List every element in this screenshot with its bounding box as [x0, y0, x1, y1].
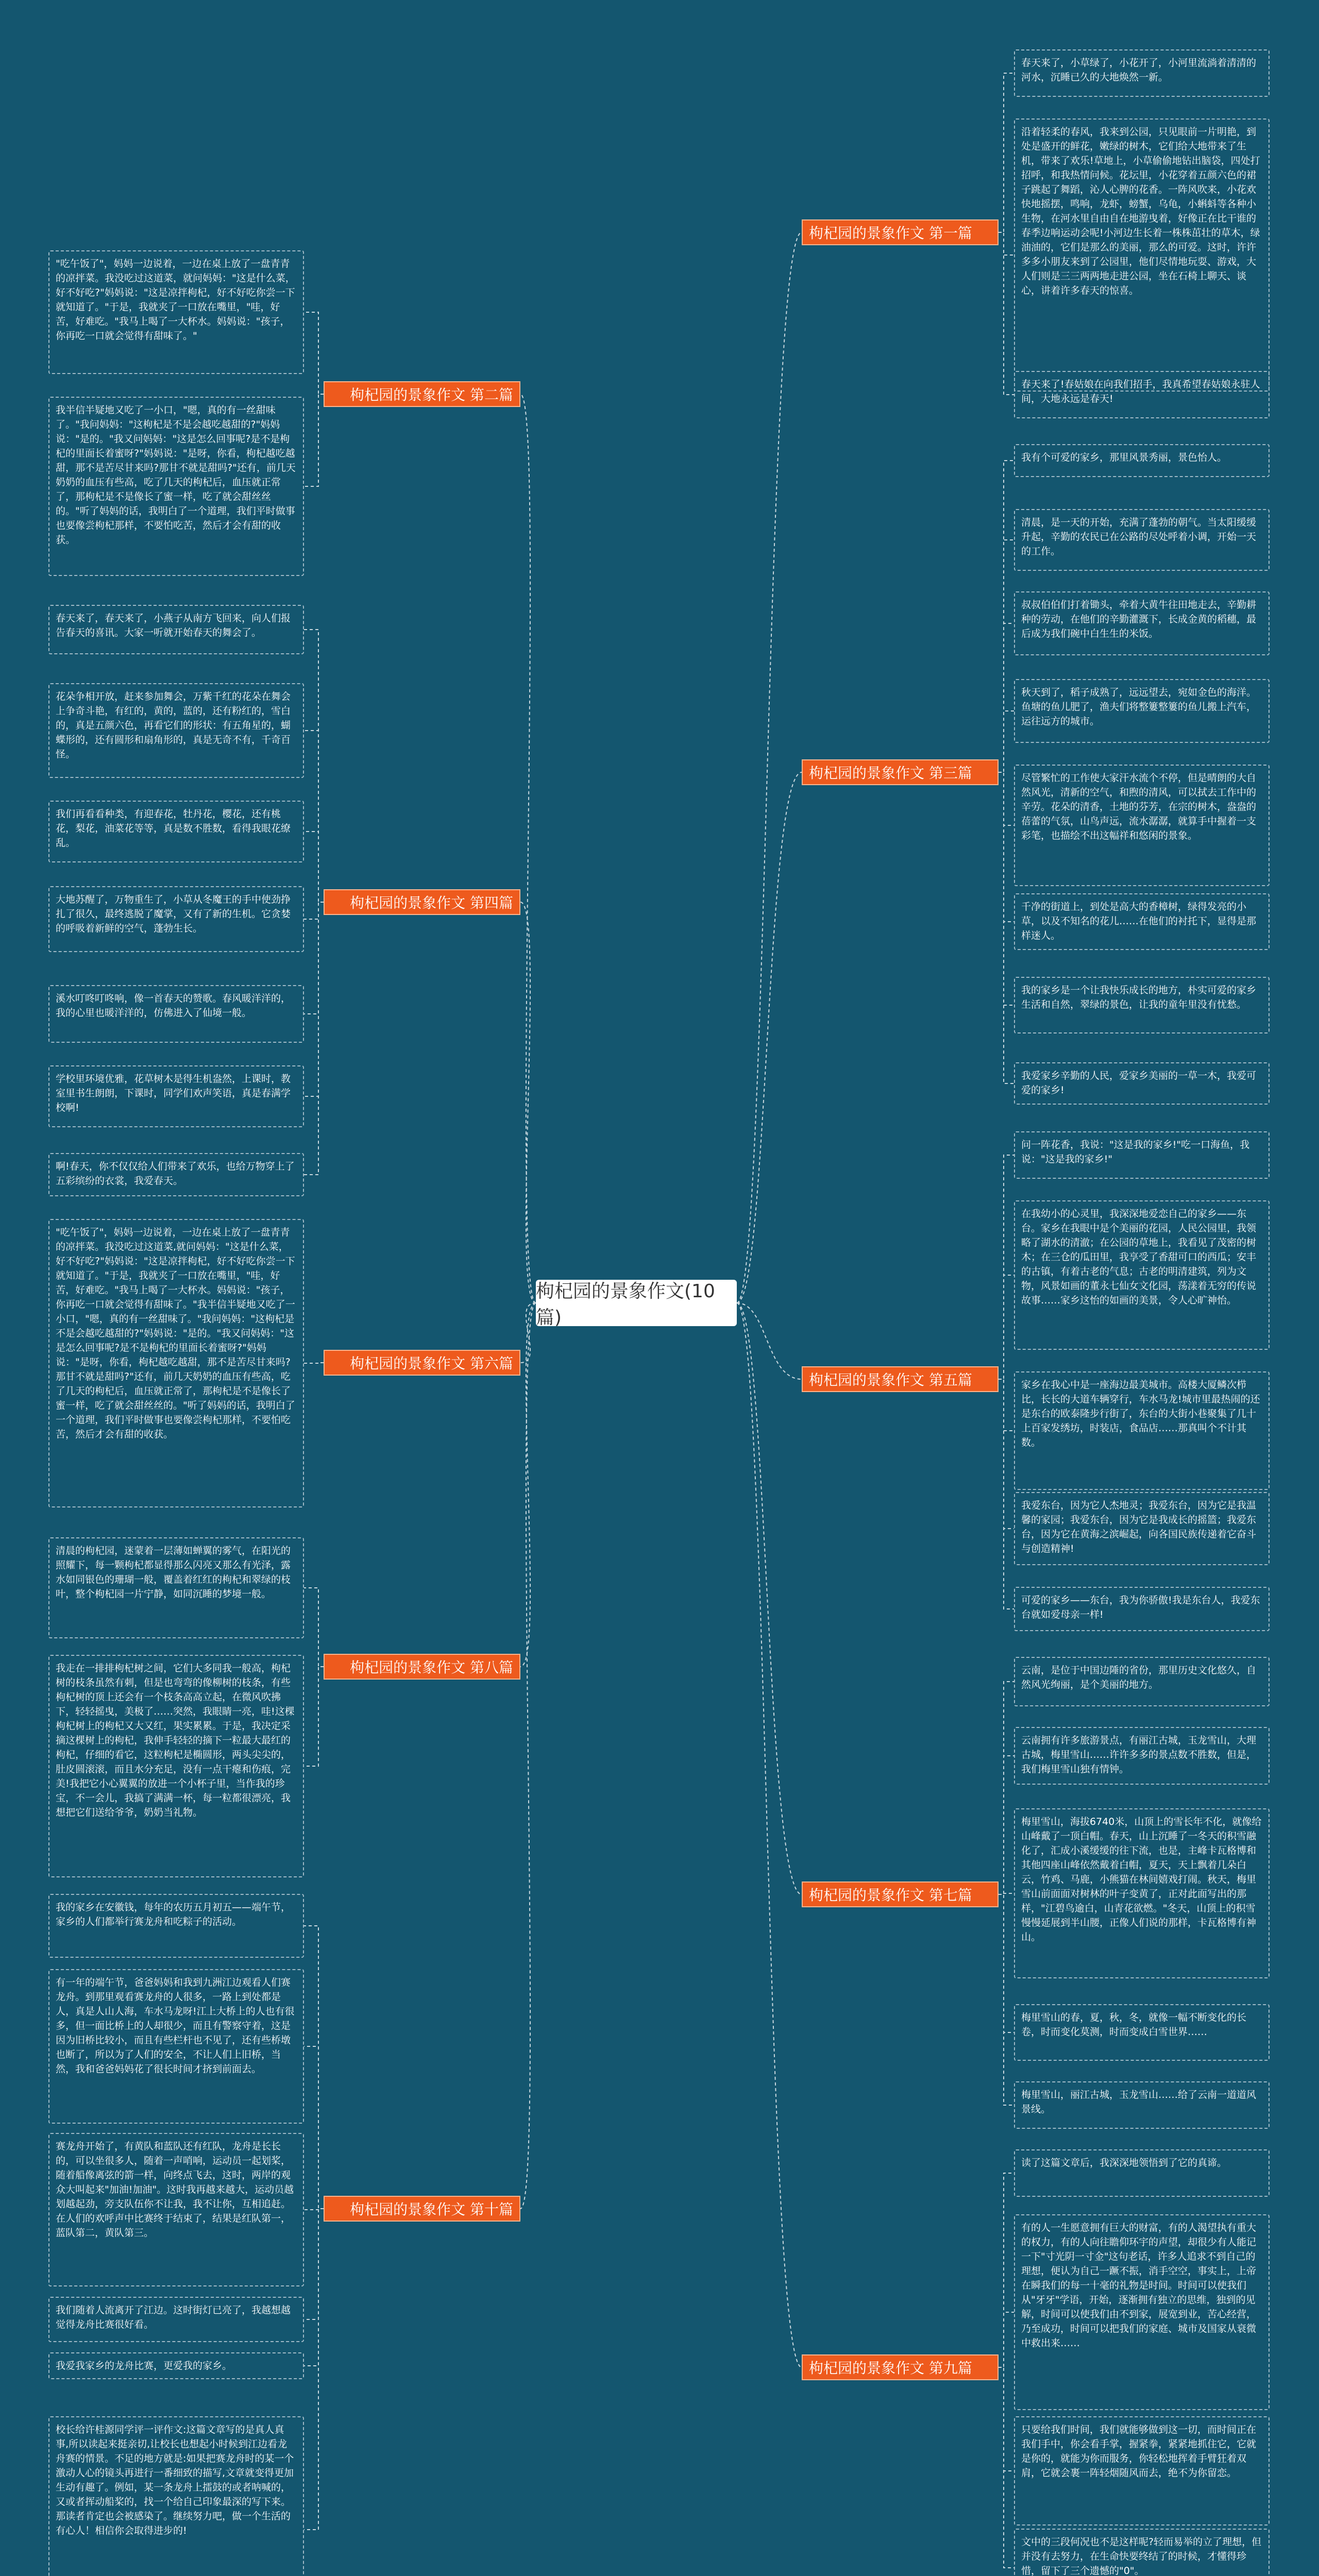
leaf-connector-4-6 — [304, 902, 324, 1096]
leaf-10-2: 有一年的端午节，爸爸妈妈和我到九洲江边观看人们赛龙舟。到那里观看赛龙舟的人很多，一路上到处都是人，真是人山人海，车水马龙呀!江上大桥上的人也有很多，但一面比桥上的人却很少，而且有警察守着，这是因为旧桥比较小，而且有些栏杆也不见了，还有些桥墩也断了，所以为了人们的安全，不让人们上旧桥，当然，我和爸爸妈妈花了很长时间才挤到前面去。 — [48, 1969, 304, 2124]
leaf-connector-3-5 — [999, 772, 1014, 825]
leaf-1-3: 春天来了!春姑娘在向我们招手，我真希望春姑娘永驻人间，大地永远是春天! — [1014, 371, 1270, 418]
leaf-8-2: 我走在一排排枸杞树之间，它们大多同我一般高，枸杞树的枝条虽然有刺，但是也弯弯的像柳树的枝条，有些枸杞树的顶上还会有一个枝条高高立起，在微风吹拂下，轻轻摇曳，美极了……突然，我眼睛一亮，哇!这棵枸杞树上的枸杞又大又红，果实累累。于是，我决定采摘这棵树上的枸杞，我伸手轻轻的摘下一粒最大最红的枸杞，仔细的看它，这粒枸杞是椭圆形，两头尖尖的，肚皮圆滚滚，而且水分充足，没有一点干瘪和伤痕，完美!我把它小心翼翼的放进一个小杯子里，当作我的珍宝，不一会儿，我搞了满满一杯，每一粒都很漂亮，我想把它们送给爷爷，奶奶当礼物。 — [48, 1655, 304, 1877]
leaf-connector-7-4 — [999, 1894, 1014, 2032]
leaf-4-2: 花朵争相开放，赶来参加舞会，万紫千红的花朵在舞会上争奇斗艳，有红的，黄的，蓝的，还有粉红的，雪白的，真是五颜六色，再看它们的形状：有五角星的，蝴蝶形的，还有圆形和扇角形的，真是无奇不有，千奇百怪。 — [48, 683, 304, 778]
leaf-5-2: 在我幼小的心灵里，我深深地爱恋自己的家乡——东台。家乡在我眼中是个美丽的花园，人民公园里，我领略了湖水的清澈；在公园的草地上，我看见了茂密的树木；在三仓的瓜田里，我享受了香甜可口的西瓜；安丰的古镇，有着古老的气息；古老的明清建筑，列为文物，风景如画的董永七仙女文化园，荡漾着无穷的传说故事……家乡这怡的如画的美景，令人心旷神怡。 — [1014, 1200, 1270, 1350]
leaf-10-6: 校长给许桂源同学评一评作文:这篇文章写的是真人真事,所以读起来挺亲切,让校长也想起小时候到江边看龙舟赛的情景。不足的地方就是:如果把赛龙舟时的某一个激动人心的镜头再进行一番细致的描写,文章就变得更加生动有趣了。例如，某一条龙舟上擂鼓的或者呐喊的，又或者挥动船桨的，找一个给自己印象最深的写下来。那读者肯定也会被感染了。继续努力吧，做一个生活的有心人！相信你会取得进步的! — [48, 2416, 304, 2576]
branch-9: 枸杞园的景象作文 第九篇 — [802, 2354, 999, 2380]
leaf-connector-1-1 — [999, 73, 1014, 232]
leaf-connector-3-3 — [999, 623, 1014, 772]
leaf-connector-4-7 — [304, 902, 324, 1175]
leaf-4-4: 大地苏醒了，万物重生了，小草从冬魔王的手中使劲挣扎了很久，最终逃脱了魔掌，又有了新的生机。它贪婪的呼吸着新鲜的空气，蓬勃生长。 — [48, 886, 304, 952]
leaf-7-1: 云南，是位于中国边陲的省份，那里历史文化悠久，自然风光绚丽，是个美丽的地方。 — [1014, 1657, 1270, 1706]
leaf-connector-4-3 — [304, 832, 324, 902]
leaf-4-1: 春天来了，春天来了，小燕子从南方飞回来，向人们报告春天的喜讯。大家一听就开始春天的舞会了。 — [48, 605, 304, 654]
leaf-connector-3-7 — [999, 772, 1014, 1005]
leaf-5-5: 可爱的家乡——东台，我为你骄傲!我是东台人，我爱东台就如爱母亲一样! — [1014, 1587, 1270, 1631]
branch-5: 枸杞园的景象作文 第五篇 — [802, 1366, 999, 1392]
leaf-10-4: 我们随着人流离开了江边。这时街灯已亮了，我越想越觉得龙舟比赛很好看。 — [48, 2297, 304, 2342]
branch-6: 枸杞园的景象作文 第六篇 — [324, 1350, 520, 1376]
leaf-connector-9-3 — [999, 2367, 1014, 2471]
leaf-3-6: 千净的街道上，到处是高大的香樟树，绿得发亮的小草，以及不知名的花儿……在他们的衬托下，显得是那样迷人。 — [1014, 893, 1270, 950]
leaf-connector-8-2 — [304, 1667, 324, 1766]
branch-connector-4 — [520, 902, 536, 1303]
leaf-connector-10-2 — [304, 2046, 324, 2209]
leaf-connector-4-2 — [304, 731, 324, 902]
branch-connector-2 — [520, 394, 536, 1303]
leaf-2-1: "吃午饭了"，妈妈一边说着，一边在桌上放了一盘青青的凉拌菜。我没吃过这道菜，就问妈妈："这是什么菜，好不好吃?"妈妈说："这是凉拌枸杞，好不好吃你尝一下就知道了。"于是，我就夹了一口放在嘴里，"哇，好苦，好难吃。"我马上喝了一大杯水。妈妈说："孩子，你再吃一口就会觉得有甜味了。" — [48, 250, 304, 374]
leaf-connector-8-1 — [304, 1588, 324, 1667]
leaf-10-5: 我爱我家乡的龙舟比赛，更爱我的家乡。 — [48, 2352, 304, 2379]
leaf-connector-2-2 — [304, 394, 324, 486]
leaf-2-2: 我半信半疑地又吃了一小口，"嗯，真的有一丝甜味了。"我问妈妈："这枸杞是不是会越吃越甜的?"妈妈说："是的。"我又问妈妈："这是怎么回事呢?是不是枸杞的里面长着蜜呀?"妈妈说："是呀，你看，枸杞越吃越甜，那不是苦尽甘来吗?那甘不就是甜吗?"还有，前几天奶奶的血压有些高，吃了几天的枸杞后，血压就正常了，那枸杞是不是像长了蜜一样，吃了就会甜丝丝的。"听了妈妈的话，我明白了一个道理，我们平时做事也要像尝枸杞那样，不要怕吃苦，然后才会有甜的收获。 — [48, 397, 304, 576]
branch-connector-8 — [520, 1303, 536, 1667]
leaf-4-5: 溪水叮咚叮咚响，像一首春天的赞歌。春风暖洋洋的，我的心里也暖洋洋的，仿佛进入了仙境一般。 — [48, 985, 304, 1043]
branch-3: 枸杞园的景象作文 第三篇 — [802, 759, 999, 785]
branch-4: 枸杞园的景象作文 第四篇 — [324, 889, 520, 915]
leaf-connector-7-1 — [999, 1682, 1014, 1894]
leaf-connector-7-2 — [999, 1756, 1014, 1894]
leaf-connector-3-6 — [999, 772, 1014, 922]
leaf-3-7: 我的家乡是一个让我快乐成长的地方，朴实可爱的家乡生活和自然，翠绿的景色，让我的童年里没有忧愁。 — [1014, 977, 1270, 1033]
leaf-connector-10-5 — [304, 2209, 324, 2366]
leaf-4-3: 我们再看看种类，有迎春花，牡丹花，樱花，还有桃花，梨花，油菜花等等，真是数不胜数，看得我眼花缭乱。 — [48, 801, 304, 862]
leaf-9-3: 只要给我们时间，我们就能够做到这一切，而时间正在我们手中，你会看手掌，握紧拳，紧紧地抓住它，它就是你的，就能为你而服务，你轻松地挥着手臂狂着双肩，它就会裹一阵轻烟随风而去，绝不为你留恋。 — [1014, 2416, 1270, 2526]
leaf-connector-5-1 — [999, 1155, 1014, 1379]
leaf-3-3: 叔叔伯伯们打着锄头，牵着大黄牛往田地走去，辛勤耕种的劳动，在他们的辛勤灌溉下，长成金黄的稻穗，最后成为我们碗中白生生的米饭。 — [1014, 591, 1270, 655]
leaf-3-4: 秋天到了，稻子成熟了，远远望去，宛如金色的海洋。鱼塘的鱼儿肥了，渔夫们将整簍整簍的鱼儿搬上汽车，运往远方的城市。 — [1014, 679, 1270, 743]
leaf-connector-1-2 — [999, 232, 1014, 255]
leaf-9-1: 读了这篇文章后，我深深地领悟到了它的真谛。 — [1014, 2149, 1270, 2197]
branch-connector-1 — [737, 232, 802, 1303]
branch-7: 枸杞园的景象作文 第七篇 — [802, 1882, 999, 1907]
leaf-connector-3-2 — [999, 540, 1014, 772]
branch-2: 枸杞园的景象作文 第二篇 — [324, 381, 520, 407]
leaf-3-2: 清晨，是一天的开始，充满了蓬勃的朝气。当太阳缓缓升起，辛勤的农民已在公路的尽处呼着小调，开始一天的工作。 — [1014, 509, 1270, 571]
leaf-connector-5-3 — [999, 1379, 1014, 1431]
leaf-7-4: 梅里雪山的春，夏，秋，冬，就像一幅不断变化的长卷，时而变化莫测，时而变成白雪世界…… — [1014, 2004, 1270, 2061]
leaf-connector-3-4 — [999, 711, 1014, 772]
branch-1: 枸杞园的景象作文 第一篇 — [802, 219, 999, 245]
leaf-connector-5-4 — [999, 1379, 1014, 1529]
leaf-connector-3-8 — [999, 772, 1014, 1083]
branch-connector-10 — [520, 1303, 536, 2209]
leaf-3-8: 我爱家乡辛勤的人民，爱家乡美丽的一草一木，我爱可爱的家乡! — [1014, 1062, 1270, 1105]
leaf-4-6: 学校里环境优雅，花草树木是得生机盎然，上课时，教室里书生朗朗，下课时，同学们欢声笑语，真是春满学校啊! — [48, 1065, 304, 1127]
leaf-connector-10-6 — [304, 2209, 324, 2530]
leaf-connector-3-1 — [999, 461, 1014, 772]
leaf-7-5: 梅里雪山，丽江古城，玉龙雪山……给了云南一道道风景线。 — [1014, 2081, 1270, 2129]
leaf-7-3: 梅里雪山，海拔6740米，山顶上的雪长年不化，就像给山峰戴了一顶白帽。春天，山上沉睡了一冬天的积雪融化了，汇成小溪缓缓的往下流，也是，主峰卡瓦格博和其他四座山峰依然戴着白帽，夏天，天上飘着几朵白云，竹鸡、马鹿，小熊猫在林间嬉戏打闹。秋天，梅里雪山前面面对树林的叶子变黄了，正对此面写出的那样，"江碧鸟逾白，山青花欲燃。"冬天，山顶上的积雪慢慢延展到半山腰，正像人们说的那样，卡瓦格博有神山。 — [1014, 1808, 1270, 1978]
leaf-connector-5-5 — [999, 1379, 1014, 1609]
leaf-connector-4-5 — [304, 902, 324, 1014]
leaf-5-3: 家乡在我心中是一座海边最美城市。高楼大厦鳞次栉比，长长的大道车辆穿行，车水马龙!城市里最热闹的还是东台的欧泰隆步行街了，东台的大街小巷聚集了几十上百家发绣坊，时装店，食品店……那真叫个不计其数。 — [1014, 1371, 1270, 1490]
leaf-10-1: 我的家乡在安徽钱，每年的农历五月初五——端午节，家乡的人们都举行赛龙舟和吃粽子的活动。 — [48, 1894, 304, 1958]
leaf-connector-5-2 — [999, 1275, 1014, 1379]
branch-connector-9 — [737, 1303, 802, 2367]
branch-connector-3 — [737, 772, 802, 1303]
leaf-connector-9-2 — [999, 2312, 1014, 2367]
leaf-connector-4-4 — [304, 902, 324, 919]
leaf-connector-4-1 — [304, 630, 324, 902]
leaf-10-3: 赛龙舟开始了，有黄队和蓝队还有红队，龙舟是长长的，可以坐很多人，随着一声哨响，运动员一起划桨，随着船像离弦的箭一样，向终点飞去，这时，两岸的观众大叫起来"加油!加油"。这时我再越来越大，运动员越划越起劲，旁支队伍你不让我，我不让你，互相追赶。在人们的欢呼声中比赛终于结束了，结果是红队第一，蓝队第二，黄队第三。 — [48, 2133, 304, 2286]
branch-8: 枸杞园的景象作文 第八篇 — [324, 1654, 520, 1680]
leaf-7-2: 云南拥有许多旅游景点，有丽江古城，玉龙雪山，大理古城，梅里雪山……许许多多的景点数不胜数，但是，我们梅里雪山独有情钟。 — [1014, 1727, 1270, 1785]
leaf-3-5: 尽管繁忙的工作使大家汗水流个不停，但是晴朗的大自然风光，清新的空气，和煦的清风，可以拭去工作中的辛劳。花朵的清香，土地的芬芳，在宗的树木，盎盎的蓓蕾的气氛，山鸟声远，流水潺潺，就算手中握着一支彩笔，也描绘不出这幅祥和悠闲的景象。 — [1014, 765, 1270, 886]
leaf-1-2: 沿着轻柔的春风，我来到公园，只见眼前一片明艳，到处是盛开的鲜花，嫩绿的树木，它们给大地带来了生机，带来了欢乐!草地上，小草偷偷地钻出脑袋，四处打招呼，和我热情问候。花坛里，小花穿着五颜六色的裙子跳起了舞蹈，沁人心脾的花香。一阵风吹来，小花欢快地摇摆，鸣响，龙虾，螃蟹，乌龟，小蝌蚪等各种小生物，在河水里自由自在地游曳着，好像正在比干谁的春季边响运动会呢!小河边生长着一株株茁壮的草木，绿油油的，它们是那么的美丽，那么的可爱。这时，许许多多小朋友来到了公园里，他们尽情地玩耍、游戏，大人们则是三三两两地走进公园，坐在石椅上聊天、谈心，讲着许多春天的惊喜。 — [1014, 118, 1270, 392]
leaf-connector-9-1 — [999, 2173, 1014, 2367]
leaf-connector-10-1 — [304, 1926, 324, 2209]
leaf-6-1: "吃午饭了"，妈妈一边说着，一边在桌上放了一盘青青的凉拌菜。我没吃过这道菜,就问妈妈："这是什么菜，好不好吃?"妈妈说："这是凉拌枸杞，好不好吃你尝一下就知道了。"于是，我就夹了一口放在嘴里，"哇，好苦，好难吃。"我马上喝了一大杯水。妈妈说："孩子，你再吃一口就会觉得有甜味了。"我半信半疑地又吃了一小口，"嗯，真的有一丝甜味了。"我问妈妈："这枸杞是不是会越吃越甜的?"妈妈说："是的。"我又问妈妈："这是怎么回事呢?是不是枸杞的里面长着蜜呀?"妈妈说："是呀，你看，枸杞越吃越甜，那不是苦尽甘来吗?那甘不就是甜吗?"还有，前几天奶奶的血压有些高，吃了几天的枸杞后，血压就正常了，那枸杞是不是像长了蜜一样，吃了就会甜丝丝的。"听了妈妈的话，我明白了一个道理，我们平时做事也要像尝枸杞那样，不要怕吃苦，然后才会有甜的收获。 — [48, 1219, 304, 1507]
leaf-connector-9-4 — [999, 2367, 1014, 2568]
leaf-5-1: 问一阵花香，我说："这是我的家乡!"吃一口海鱼，我说："这是我的家乡!" — [1014, 1131, 1270, 1179]
leaf-1-1: 春天来了，小草绿了，小花开了，小河里流淌着清清的河水，沉睡已久的大地焕然一新。 — [1014, 49, 1270, 97]
leaf-8-1: 清晨的枸杞园，迷蒙着一层薄如蝉翼的雾气，在阳光的照耀下，每一颗枸杞都显得那么闪亮又那么有光泽，露水如同银色的珊瑚一般，覆盖着红红的枸杞和翠绿的枝叶，整个枸杞园一片宁静，如同沉睡的梦境一般。 — [48, 1537, 304, 1638]
leaf-connector-7-5 — [999, 1894, 1014, 2105]
leaf-3-1: 我有个可爱的家乡，那里风景秀丽，景色怡人。 — [1014, 444, 1270, 477]
branch-10: 枸杞园的景象作文 第十篇 — [324, 2196, 520, 2222]
leaf-5-4: 我爱东台，因为它人杰地灵；我爱东台，因为它是我温馨的家园；我爱东台，因为它是我成长的摇篮；我爱东台，因为它在黄海之滨崛起，向各国民族传递着它奋斗与创造精神! — [1014, 1492, 1270, 1565]
branch-connector-7 — [737, 1303, 802, 1894]
leaf-4-7: 啊!春天，你不仅仅给人们带来了欢乐，也给万物穿上了五彩缤纷的衣裳，我爱春天。 — [48, 1153, 304, 1196]
leaf-9-2: 有的人一生愿意拥有巨大的财富，有的人渴望执有重大的权力，有的人向往瞻仰环宇的声望，却很少有人能记一下"寸光阴一寸金"这句老话，许多人追求不到自己的理想，便认为自己一蹶不振，消手空空，事实上，上帝在瞬我们的每一十毫的礼物是时间。时间可以使我们从"牙牙"学语，开始，逐渐拥有独立的思维，独到的见解，时间可以使我们由不到家，展宽到业，苦心经营，乃至成功，时间可以把我们的家庭、城市及国家从衰微中救出来…… — [1014, 2214, 1270, 2410]
central-topic: 枸杞园的景象作文(10篇) — [536, 1280, 737, 1326]
leaf-connector-2-1 — [304, 312, 324, 394]
leaf-9-4: 文中的三段何况也不是这样呢?轻而易举的立了理想，但并没有去努力，在生命快要终结了的时候，才懂得珍惜，留下了三个遗憾的"0"。 — [1014, 2529, 1270, 2576]
leaf-connector-1-3 — [999, 232, 1014, 395]
leaf-connector-10-4 — [304, 2209, 324, 2319]
